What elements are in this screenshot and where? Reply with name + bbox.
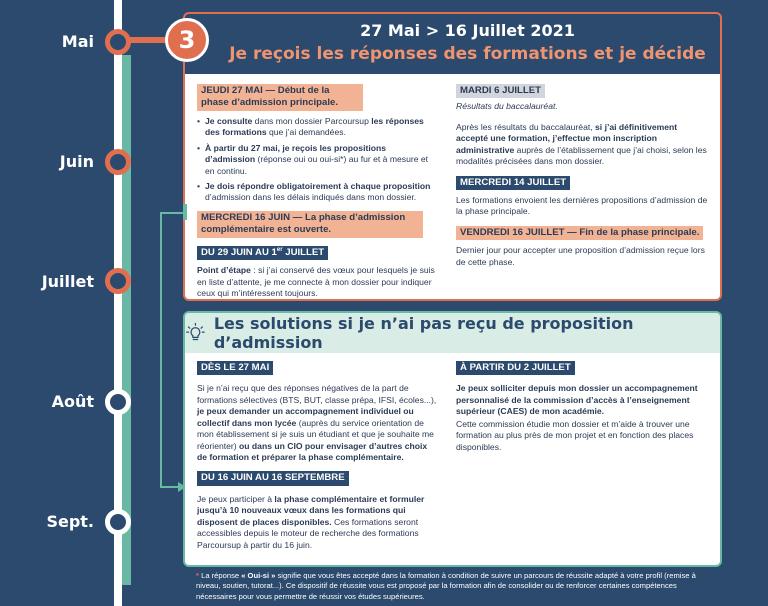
complementary-marker <box>183 204 187 220</box>
date-tag: VENDREDI 16 JUILLET — Fin de la phase principale. <box>456 226 703 240</box>
solutions-box <box>183 311 722 567</box>
month-label: Juin <box>59 152 94 171</box>
phase-date-range: 27 Mai > 16 Juillet 2021 <box>360 21 575 40</box>
paragraph: Je peux participer à la phase complémentaire et formuler jusqu’à 10 nouveaux vœux dans les formations qui disposent de places disponibles. Ces formations seront accessibles depuis le moteur de recherche des formations Parcoursup à partir du 16 juin. <box>197 493 425 550</box>
paragraph: Après les résultats du baccalauréat, si j’ai définitivement accepté une formation, j’effectue mon inscription administrative auprès de l’établissement que j’ai choisi, selon les modalités précisées dans mon dossier. <box>456 121 707 167</box>
left-column <box>197 361 437 551</box>
step-number: 3 <box>165 18 209 62</box>
right-column <box>456 84 711 268</box>
paragraph: Cette commission étudie mon dossier et m’aide à trouver une formation au plus près de mon projet et en fonction des places disponibles. <box>456 418 694 452</box>
bullet-list <box>197 116 437 204</box>
paragraph: Si je n’ai reçu que des réponses négatives de la part de formations sélectives (BTS, BUT, classe prépa, IFSI, écoles...), je peux demander un accompagnement individuel ou collectif dans mon lycée (auprès du service orientation de mon établissement si je suis un étudiant et que je souhaite me réorienter) ou dans un CIO pour envisager d’autres choix de formation et préparer la phase complémentaire. <box>197 383 437 462</box>
date-tag: MARDI 6 JUILLET <box>456 84 545 98</box>
paragraph: Je peux solliciter depuis mon dossier un accompagnement personnalisé de la commission d’accès à l’enseignement supérieur (CAES) de mon académie. <box>456 383 698 417</box>
month-label: Août <box>51 392 94 411</box>
footnote: * La réponse « Oui-si » signifie que vous êtes accepté dans la formation à condition de suivre un parcours de réussite adapté à votre profil (remise à niveau, soutien, tutorat...). Ce dispositif de réussite vous est proposé par la formation afin de consolider ou de renforcer certaines compétences nécessaires pour vous permettre de réussir vos études supérieures. <box>196 571 696 601</box>
paragraph: Point d’étape : si j’ai conservé des vœux pour lesquels je suis en liste d’attente, je me connecte à mon dossier pour indiquer ceux qui m’intéressent toujours. <box>197 265 435 299</box>
timeline-dot-sept <box>105 509 131 535</box>
date-tag: DU 16 JUIN AU 16 SEPTEMBRE <box>197 471 349 485</box>
month-label: Mai <box>61 32 94 51</box>
date-tag: DU 29 JUIN AU 1er JUILLET <box>197 246 328 261</box>
date-tag: DÈS LE 27 MAI <box>197 361 273 375</box>
list-item: • Je dois répondre obligatoirement à chaque proposition d’admission dans les délais indiqués dans mon dossier. <box>197 181 437 204</box>
phase-body <box>185 74 720 299</box>
timeline-dot-juin <box>105 149 131 175</box>
paragraph: Dernier jour pour accepter une proposition d’admission reçue lors de cette phase. <box>456 245 705 267</box>
right-column <box>456 361 711 453</box>
date-tag: MERCREDI 16 JUIN — La phase d’admission complémentaire est ouverte. <box>197 211 423 238</box>
complementary-connector <box>160 486 180 488</box>
paragraph: Résultats du baccalauréat. <box>456 101 558 112</box>
timeline-active-line <box>122 55 131 585</box>
list-item: • À partir du 27 mai, je reçois les propositions d’admission (réponse oui ou oui-si*) au fur et à mesure et en continu. <box>197 143 437 177</box>
paragraph: Les formations envoient les dernières propositions d’admission de la phase principale. <box>456 195 708 217</box>
month-label: Juillet <box>41 272 94 291</box>
solutions-title: Les solutions si je n’ai pas reçu de proposition d’admission <box>213 314 634 352</box>
phase-box <box>183 12 722 301</box>
footnote-star: * <box>196 571 199 580</box>
date-tag: JEUDI 27 MAI — Début de la phase d’admission principale. <box>197 84 363 111</box>
phase-header <box>185 14 720 74</box>
phase-title: Je reçois les réponses des formations et je décide <box>229 44 706 64</box>
left-column <box>197 84 437 300</box>
timeline-dot-juillet <box>105 268 131 294</box>
solutions-header <box>185 313 720 353</box>
lightbulb-icon <box>185 322 206 344</box>
month-label: Sept. <box>46 512 94 531</box>
date-tag: MERCREDI 14 JUILLET <box>456 176 570 190</box>
complementary-connector <box>160 212 162 488</box>
date-tag: À PARTIR DU 2 JUILLET <box>456 361 575 375</box>
timeline-dot-aout <box>105 389 131 415</box>
list-item: • Je consulte dans mon dossier Parcoursup les réponses des formations que j’ai demandées. <box>197 116 437 139</box>
